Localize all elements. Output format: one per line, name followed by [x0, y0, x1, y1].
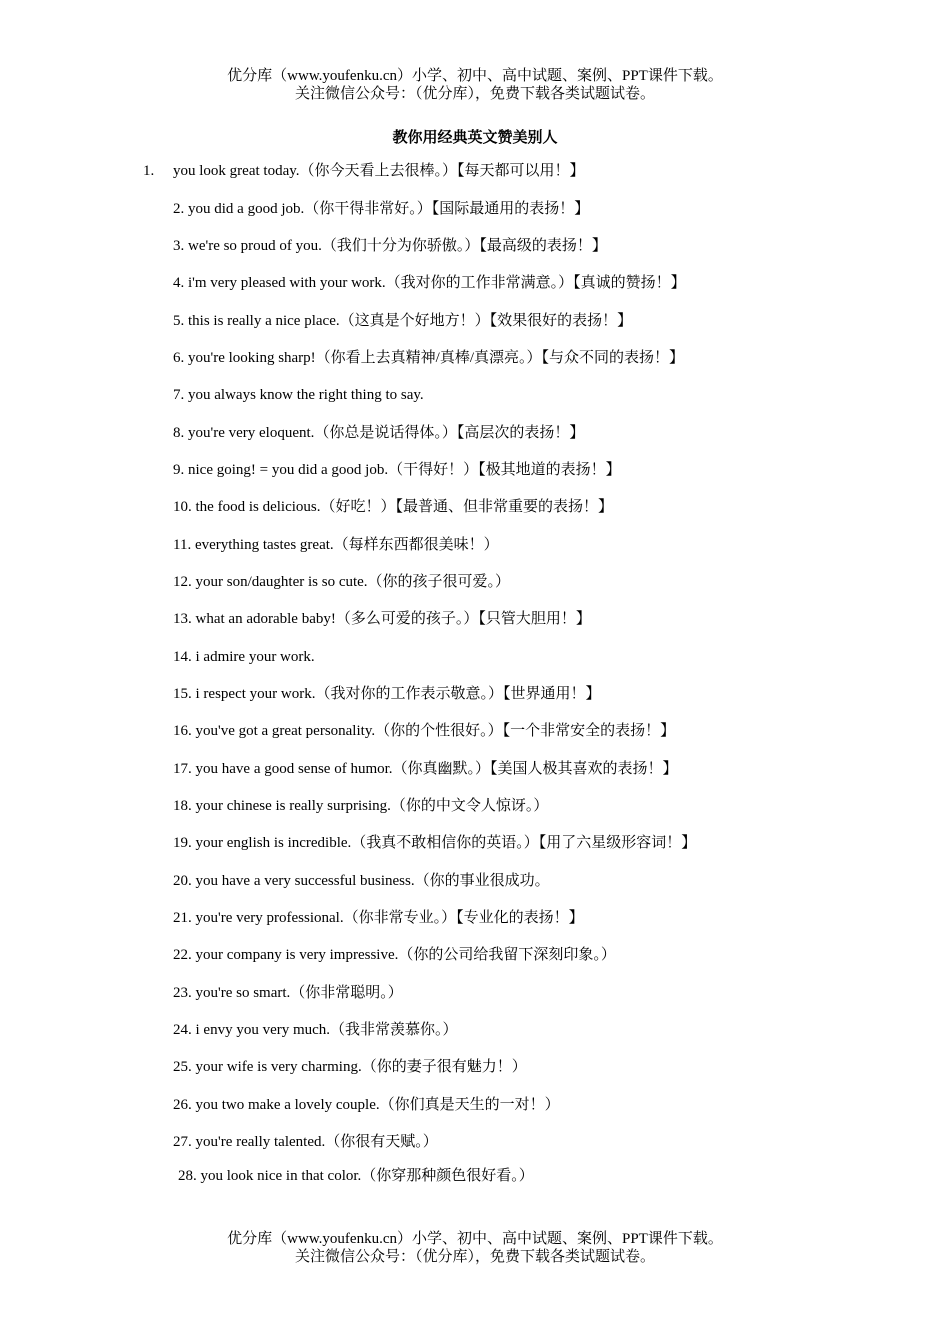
list-item: 5. this is really a nice place.（这真是个好地方！）【效果很好的表扬！】 — [173, 313, 633, 329]
list-item: 13. what an adorable baby!（多么可爱的孩子。）【只管大胆用！】 — [173, 611, 591, 627]
page-title: 教你用经典英文赞美别人 — [392, 130, 558, 146]
list-item: 22. your company is very impressive.（你的公司给我留下深刻印象。） — [173, 947, 616, 963]
list-item: 11. everything tastes great.（每样东西都很美味！） — [173, 537, 499, 553]
list-item: 6. you're looking sharp!（你看上去真精神/真棒/真漂亮。）【与众不同的表扬！】 — [173, 350, 685, 366]
list-item: 3. we're so proud of you.（我们十分为你骄傲。）【最高级的表扬！】 — [173, 238, 607, 254]
list-item: 24. i envy you very much.（我非常羡慕你。） — [173, 1022, 458, 1038]
list-item: 28. you look nice in that color.（你穿那种颜色很好看。） — [178, 1168, 534, 1184]
list-item: 27. you're really talented.（你很有天赋。） — [173, 1134, 438, 1150]
list-item: 12. your son/daughter is so cute.（你的孩子很可爱。） — [173, 574, 511, 590]
list-item: 14. i admire your work. — [173, 649, 315, 665]
list-item: 9. nice going! = you did a good job.（干得好！）【极其地道的表扬！】 — [173, 462, 621, 478]
list-item: 17. you have a good sense of humor.（你真幽默。）【美国人极其喜欢的表扬！】 — [173, 761, 678, 777]
list-item: 10. the food is delicious.（好吃！）【最普通、但非常重要的表扬！】 — [173, 499, 613, 515]
page-footer — [0, 1230, 950, 1266]
list-item: 19. your english is incredible.（我真不敢相信你的英语。）【用了六星级形容词！】 — [173, 835, 697, 851]
list-item: 7. you always know the right thing to say. — [173, 387, 424, 403]
list-item: 26. you two make a lovely couple.（你们真是天生的一对！） — [173, 1097, 560, 1113]
footer-line-1: 优分库（www.youfenku.cn）小学、初中、高中试题、案例、PPT课件下载。 — [227, 1231, 723, 1247]
page-header — [0, 67, 950, 103]
list-item: 16. you've got a great personality.（你的个性很好。）【一个非常安全的表扬！】 — [173, 723, 676, 739]
header-line-1: 优分库（www.youfenku.cn）小学、初中、高中试题、案例、PPT课件下载。 — [227, 68, 723, 84]
list-item: 25. your wife is very charming.（你的妻子很有魅力！） — [173, 1059, 527, 1075]
list-item: 4. i'm very pleased with your work.（我对你的工作非常满意。）【真诚的赞扬！】 — [173, 275, 686, 291]
list-item: 18. your chinese is really surprising.（你的中文令人惊讶。） — [173, 798, 549, 814]
list-item: 8. you're very eloquent.（你总是说话得体。）【高层次的表扬！】 — [173, 425, 585, 441]
footer-line-2: 关注微信公众号：（优分库），免费下载各类试题试卷。 — [294, 1249, 655, 1265]
list-item: 21. you're very professional.（你非常专业。）【专业化的表扬！】 — [173, 910, 584, 926]
list-item: 2. you did a good job.（你干得非常好。）【国际最通用的表扬！】 — [173, 201, 590, 217]
list-item: 20. you have a very successful business.（你的事业很成功。 — [173, 873, 550, 889]
list-item: 15. i respect your work.（我对你的工作表示敬意。）【世界通用！】 — [173, 686, 601, 702]
header-line-2: 关注微信公众号：（优分库），免费下载各类试题试卷。 — [294, 86, 655, 102]
list-item: you look great today.（你今天看上去很棒。）【每天都可以用！】 — [173, 163, 585, 179]
list-item: 23. you're so smart.（你非常聪明。） — [173, 985, 403, 1001]
list-number: 1. — [143, 163, 155, 179]
